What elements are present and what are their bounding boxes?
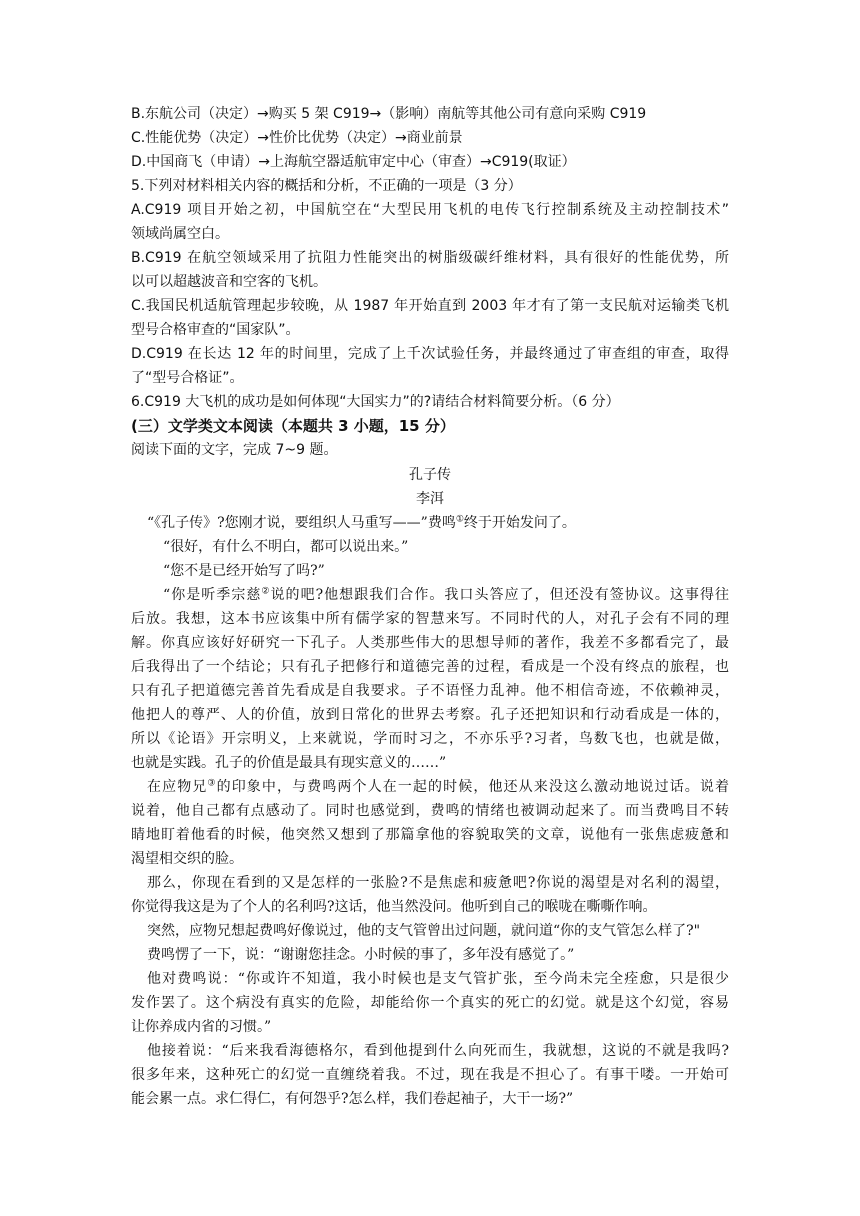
- paragraph-5-line2: 说着，他自己都有点感动了。同时也感觉到，费鸣的情绪也被调动起来了。而当费鸣目不转: [131, 803, 729, 819]
- text-run: “你是听季宗慈: [163, 587, 262, 603]
- q5-option-b-line2: 以可以超越波音和空客的飞机。: [131, 274, 327, 290]
- question-5-stem: 5.下列对材料相关内容的概括和分析，不正确的一项是（3 分）: [131, 178, 522, 194]
- text-run: “《孔子传》?您刚才说，要组织人马重写——”费鸣: [147, 515, 456, 531]
- text-run: 的印象中，与费鸣两个人在一起的时候，他还从来没这么激动地说过话。说着: [216, 779, 729, 795]
- paragraph-4-line4: 后我得出了一个结论；只有孔子把修行和道德完善的过程，看成是一个没有终点的旅程，也: [131, 659, 729, 675]
- q5-option-c-line1: C.我国民机适航管理起步较晚，从 1987 年开始直到 2003 年才有了第一支民航对运输类飞机: [131, 298, 729, 314]
- paragraph-7: 突然，应物兄想起费鸣好像说过，他的支气管曾出过问题，就问道“你的支气管怎么样了?": [147, 923, 701, 939]
- paragraph-1: [147, 513, 576, 533]
- paragraph-4-line6: 他把人的尊严、人的价值，放到日常化的世界去考察。孔子还把知识和行动看成是一体的，: [131, 707, 729, 723]
- q5-option-a-line2: 领域尚属空白。: [131, 226, 229, 242]
- paragraph-9-line2: 发作罢了。这个病没有真实的危险，却能给你一个真实的死亡的幻觉。就是这个幻觉，容易: [131, 995, 729, 1011]
- paragraph-5-line3: 睛地盯着他看的时候，他突然又想到了那篇拿他的容貌取笑的文章，说他有一张焦虑疲惫和: [131, 827, 729, 843]
- paragraph-3: “您不是已经开始写了吗?”: [163, 563, 325, 579]
- footnote-marker-1: ①: [455, 514, 464, 525]
- text-run: 在应物兄: [147, 779, 208, 795]
- q5-option-d-line1: D.C919 在长达 12 年的时间里，完成了上千次试验任务，并最终通过了审查组的审查，取得: [131, 346, 729, 362]
- section-instruction: 阅读下面的文字，完成 7~9 题。: [131, 442, 338, 458]
- q5-option-c-line2: 型号合格审查的“国家队”。: [131, 322, 300, 338]
- paragraph-6-line1: 那么，你现在看到的又是怎样的一张脸?不是焦虑和疲惫吧?你说的渴望是对名利的渴望，: [147, 875, 729, 891]
- paragraph-4-line2: 后放。我想，这本书应该集中所有儒学家的智慧来写。不同时代的人，对孔子会有不同的理: [131, 611, 729, 627]
- passage-title: 孔子传: [409, 467, 451, 483]
- paragraph-4-line8: 也就是实践。孔子的价值是最具有现实意义的……”: [131, 755, 447, 771]
- footnote-marker-2: ②: [261, 586, 271, 597]
- q5-option-b-line1: B.C919 在航空领域采用了抗阻力性能突出的树脂级碳纤维材料，具有很好的性能优势，所: [131, 250, 729, 266]
- paragraph-6-line2: 你觉得我这是为了个人的名利吗?这话，他当然没问。他听到自己的喉咙在嘶嘶作响。: [131, 899, 657, 915]
- q5-option-a-line1: A.C919 项目开始之初，中国航空在“大型民用飞机的电传飞行控制系统及主动控制技术”: [131, 202, 729, 218]
- text-run: 终于开始发问了。: [463, 515, 576, 531]
- paragraph-5-line4: 渴望相交织的脸。: [131, 851, 243, 867]
- option-c: C.性能优势（决定）→性价比优势（决定）→商业前景: [131, 130, 463, 146]
- paragraph-10-line3: 能会累一点。求仁得仁，有何怨乎?怎么样，我们卷起袖子，大干一场?”: [131, 1091, 574, 1107]
- paragraph-4-line7: 所以《论语》开宗明义，上来就说，学而时习之，不亦乐乎?习者，鸟数飞也，也就是做，: [131, 731, 729, 747]
- option-b: B.东航公司（决定）→购买 5 架 C919→（影响）南航等其他公司有意向采购 C919: [131, 106, 647, 122]
- paragraph-4-line3: 解。你真应该好好研究一下孔子。人类那些伟大的思想导师的著作，我差不多都看完了，最: [131, 635, 729, 651]
- paragraph-10-line1: 他接着说：“后来我看海德格尔，看到他提到什么向死而生，我就想，这说的不就是我吗?: [147, 1043, 729, 1059]
- paragraph-4-line1: [163, 585, 729, 605]
- question-6: 6.C919 大飞机的成功是如何体现“大国实力”的?请结合材料简要分析。（6 分）: [131, 394, 620, 410]
- paragraph-8: 费鸣愣了一下，说：“谢谢您挂念。小时候的事了，多年没有感觉了。”: [147, 947, 575, 963]
- section-heading: (三）文学类文本阅读（本题共 3 小题，15 分）: [131, 417, 455, 435]
- paragraph-5-line1: [147, 777, 729, 797]
- paragraph-4-line5: 只有孔子把道德完善首先看成是自我要求。子不语怪力乱神。他不相信奇迹，不依赖神灵，: [131, 683, 729, 699]
- q5-option-d-line2: 了“型号合格证”。: [131, 370, 244, 386]
- paragraph-9-line3: 让你养成内省的习惯。”: [131, 1019, 272, 1035]
- option-d: D.中国商飞（申请）→上海航空器适航审定中心（审查）→C919(取证）: [131, 154, 576, 170]
- footnote-marker-3: ③: [207, 778, 217, 789]
- paragraph-2: “很好，有什么不明白，都可以说出来。”: [163, 539, 409, 555]
- text-run: 说的吧?他想跟我们合作。我口头答应了，但还没有签协议。这事得往: [270, 587, 729, 603]
- paragraph-9-line1: 他对费鸣说：“你或许不知道，我小时候也是支气管扩张，至今尚未完全痊愈，只是很少: [147, 971, 729, 987]
- passage-author: 李洱: [416, 491, 444, 507]
- paragraph-10-line2: 很多年来，这种死亡的幻觉一直缠绕着我。不过，现在我是不担心了。有事干喽。一开始可: [131, 1067, 729, 1083]
